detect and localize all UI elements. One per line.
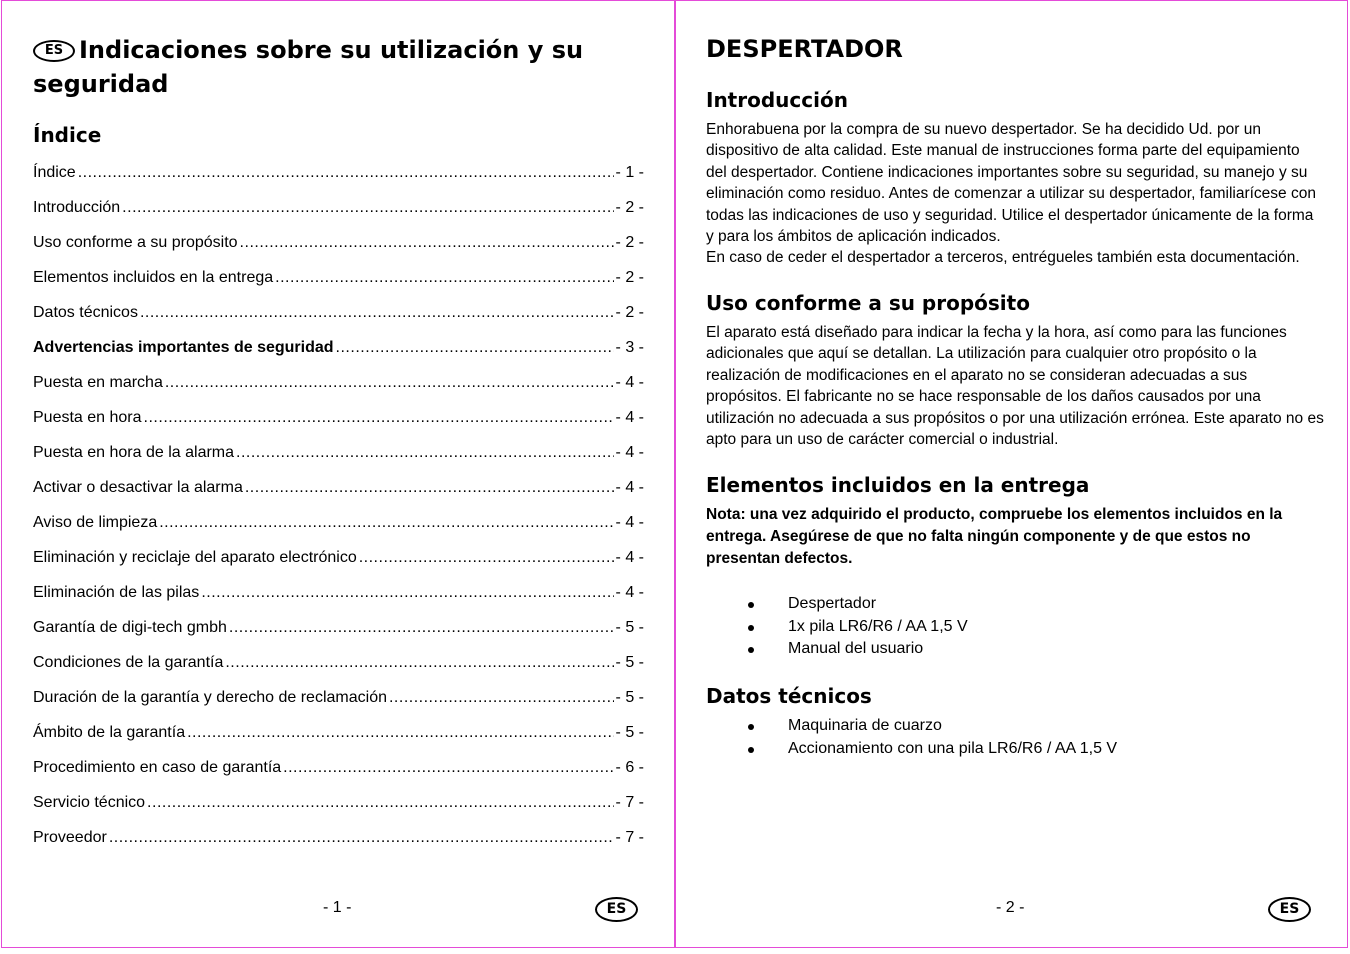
toc-entry-label: Proveedor <box>33 829 107 846</box>
es-footer-badge: ES <box>1268 897 1311 922</box>
toc-entry-label: Puesta en hora <box>33 409 142 426</box>
toc-entry-page: - 1 - <box>615 164 644 181</box>
toc-entry-page: - 4 - <box>615 444 644 461</box>
contents-heading: Elementos incluidos en la entrega <box>706 473 1090 497</box>
page-title-text: Indicaciones sobre su utilización y su seguridad <box>33 36 584 98</box>
page-title <box>33 33 633 101</box>
toc-entry-label: Uso conforme a su propósito <box>33 234 238 251</box>
toc-entry-page: - 4 - <box>615 479 644 496</box>
contents-note: Nota: una vez adquirido el producto, compruebe los elementos incluidos en la entrega. Asegúrese de que no falta ningún componente y de que estos no presentan defectos. <box>706 506 1283 567</box>
toc-dot-leader <box>109 826 614 850</box>
toc-entry-label: Procedimiento en caso de garantía <box>33 759 282 776</box>
toc-entry-page: - 4 - <box>615 549 644 566</box>
toc-entry-page: - 5 - <box>615 619 644 636</box>
toc-entry-page: - 5 - <box>615 654 644 671</box>
right-page <box>675 0 1348 948</box>
toc-entry-label: Activar o desactivar la alarma <box>33 479 243 496</box>
toc-dot-leader <box>245 476 614 500</box>
toc-entry-page: - 7 - <box>615 829 644 846</box>
toc-entry <box>33 371 644 406</box>
toc-entry <box>33 231 644 266</box>
toc-entry-label: Servicio técnico <box>33 794 146 811</box>
toc-dot-leader <box>159 511 613 535</box>
toc-dot-leader <box>147 791 614 815</box>
toc-entry-label: Condiciones de la garantía <box>33 654 224 671</box>
toc-entry <box>33 266 644 301</box>
toc-entry-label: Garantía de digi-tech gmbh <box>33 619 227 636</box>
toc-dot-leader <box>240 231 614 255</box>
toc-entry-page: - 2 - <box>615 304 644 321</box>
toc-entry-label: Elementos incluidos en la entrega <box>33 269 274 286</box>
toc-dot-leader <box>201 581 613 605</box>
toc-entry-page: - 2 - <box>615 269 644 286</box>
toc-entry-page: - 4 - <box>615 409 644 426</box>
toc-entry <box>33 616 644 651</box>
toc-dot-leader <box>275 266 613 290</box>
index-heading: Índice <box>33 123 102 147</box>
toc-entry-page: - 4 - <box>615 374 644 391</box>
toc-entry <box>33 546 644 581</box>
intro-heading: Introducción <box>706 88 848 112</box>
toc-entry <box>33 406 644 441</box>
page-number: - 1 - <box>323 899 352 916</box>
toc-dot-leader <box>165 371 614 395</box>
toc-dot-leader <box>336 336 614 360</box>
toc-entry <box>33 196 644 231</box>
contents-list-item: Manual del usuario <box>706 638 1326 661</box>
toc-dot-leader <box>78 161 614 185</box>
page-number: - 2 - <box>996 899 1025 916</box>
toc-entry-label: Advertencias importantes de seguridad <box>33 339 334 356</box>
intro-paragraph: Enhorabuena por la compra de su nuevo despertador. Se ha decidido Ud. por un dispositivo de alta calidad. Este manual de instrucciones forma parte del equipamiento del despertador. Contiene indicaciones importantes sobre su seguridad, su manejo y su eliminación como residuo. Antes de comenzar a utilizar su despertador, familiarícese con todas las indicaciones de uso y seguridad. Utilice el despertador únicamente de la forma y para los ámbitos de aplicación indicados. <box>706 121 1316 246</box>
table-of-contents <box>33 161 644 861</box>
toc-entry-page: - 3 - <box>615 339 644 356</box>
chapter-title: DESPERTADOR <box>706 35 903 63</box>
toc-entry-page: - 7 - <box>615 794 644 811</box>
toc-entry-page: - 2 - <box>615 234 644 251</box>
toc-entry-label: Ámbito de la garantía <box>33 724 186 741</box>
toc-dot-leader <box>389 686 614 710</box>
use-paragraph: El aparato está diseñado para indicar la fecha y la hora, así como para las funciones adicionales que aquí se detallan. La utilización para cualquier otro propósito o la realización de modificaciones en el aparato no se consideran adecuadas a sus propósitos. El fabricante no se hace responsable de los daños causados por una utilización no adecuada a sus propósitos o por una utilización errónea. Este aparato no es apto para un uso de carácter comercial o industrial. <box>706 324 1324 449</box>
toc-entry-label: Duración de la garantía y derecho de reclamación <box>33 689 387 706</box>
toc-dot-leader <box>359 546 614 570</box>
toc-entry <box>33 686 644 721</box>
toc-entry-page: - 6 - <box>615 759 644 776</box>
toc-entry-label: Índice <box>33 164 76 181</box>
toc-dot-leader <box>229 616 614 640</box>
intro-paragraph-2: En caso de ceder el despertador a terceros, entrégueles también esta documentación. <box>706 249 1300 266</box>
toc-entry <box>33 651 644 686</box>
toc-entry <box>33 301 644 336</box>
tech-heading: Datos técnicos <box>706 684 872 708</box>
toc-entry-label: Puesta en hora de la alarma <box>33 444 235 461</box>
toc-entry <box>33 826 644 861</box>
tech-spec-item: Maquinaria de cuarzo <box>706 715 1326 738</box>
left-page <box>1 0 675 948</box>
contents-list <box>706 593 1326 661</box>
toc-dot-leader <box>187 721 613 745</box>
tech-specs-list <box>706 715 1326 760</box>
toc-entry-page: - 5 - <box>615 689 644 706</box>
toc-dot-leader <box>225 651 613 675</box>
toc-entry-label: Eliminación y reciclaje del aparato electrónico <box>33 549 357 566</box>
toc-entry-page: - 4 - <box>615 514 644 531</box>
contents-list-item: Despertador <box>706 593 1326 616</box>
toc-entry-page: - 5 - <box>615 724 644 741</box>
toc-entry <box>33 441 644 476</box>
toc-entry <box>33 336 644 371</box>
toc-entry-page: - 4 - <box>615 584 644 601</box>
es-language-badge: ES <box>33 40 75 62</box>
toc-entry <box>33 721 644 756</box>
toc-entry-label: Introducción <box>33 199 121 216</box>
toc-entry-label: Puesta en marcha <box>33 374 163 391</box>
toc-entry <box>33 476 644 511</box>
toc-entry <box>33 511 644 546</box>
es-footer-badge: ES <box>595 897 638 922</box>
toc-entry <box>33 756 644 791</box>
contents-list-item: 1x pila LR6/R6 / AA 1,5 V <box>706 616 1326 639</box>
toc-dot-leader <box>140 301 614 325</box>
tech-spec-item: Accionamiento con una pila LR6/R6 / AA 1,5 V <box>706 738 1326 761</box>
toc-entry <box>33 581 644 616</box>
use-heading: Uso conforme a su propósito <box>706 291 1030 315</box>
toc-dot-leader <box>144 406 614 430</box>
toc-dot-leader <box>236 441 614 465</box>
toc-entry <box>33 791 644 826</box>
toc-entry-page: - 2 - <box>615 199 644 216</box>
toc-dot-leader <box>283 756 613 780</box>
toc-entry-label: Aviso de limpieza <box>33 514 158 531</box>
toc-entry-label: Eliminación de las pilas <box>33 584 200 601</box>
toc-dot-leader <box>122 196 613 220</box>
toc-entry <box>33 161 644 196</box>
toc-entry-label: Datos técnicos <box>33 304 138 321</box>
